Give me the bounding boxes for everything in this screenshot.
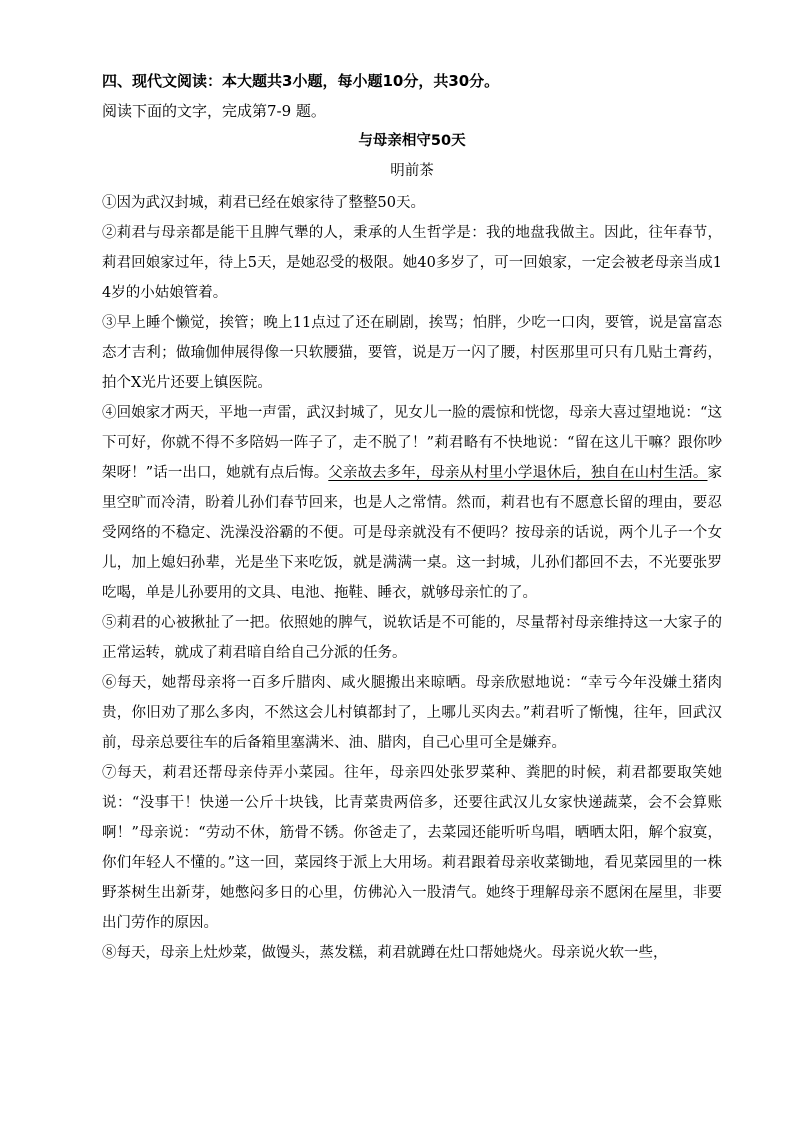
paragraph-5: ⑤莉君的心被揪扯了一把。依照她的脾气，说软话是不可能的，尽量帮衬母亲维持这一大家子的正常运转，就成了莉君暗自给自己分派的任务。 [102, 615, 722, 661]
document-page [102, 70, 722, 968]
article-author: 明前茶 [390, 163, 434, 179]
paragraph-2: ②莉君与母亲都是能干且脾气犟的人，秉承的人生哲学是：我的地盘我做主。因此，往年春节，莉君回娘家过年，待上5天，是她忍受的极限。她40多岁了，可一回娘家，一定会被老母亲当成14岁的小姑娘管着。 [102, 225, 722, 301]
article-title: 与母亲相守50天 [358, 133, 466, 149]
paragraph-8: ⑧每天，母亲上灶炒菜，做馒头，蒸发糕，莉君就蹲在灶口帮她烧火。母亲说火软一些， [102, 945, 668, 961]
reading-instruction: 阅读下面的文字，完成第7-9 题。 [102, 102, 326, 120]
paragraph-1: ①因为武汉封城，莉君已经在娘家待了整整50天。 [102, 195, 425, 211]
paragraph-7: ⑦每天，莉君还帮母亲侍弄小菜园。往年，母亲四处张罗菜种、粪肥的时候，莉君都要取笑她说：“没事干！快递一公斤十块钱，比青菜贵两倍多，还要往武汉儿女家快递蔬菜，会不会算账啊！”母亲说：“劳动不休，筋骨不锈。你爸走了，去菜园还能听听鸟唱，晒晒太阳，解个寂寞，你们年轻人不懂的。”这一回，菜园终于派上大用场。莉君跟着母亲收菜锄地，看见菜园里的一株野茶树生出新芽，她憋闷多日的心里，仿佛沁入一股清气。她终于理解母亲不愿闲在屋里，非要出门劳作的原因。 [102, 765, 722, 931]
paragraph-3: ③早上睡个懒觉，挨管；晚上11点过了还在刷剧，挨骂；怕胖，少吃一口肉，要管，说是富富态态才吉利；做瑜伽伸展得像一只软腰猫，要管，说是万一闪了腰，村医那里可只有几贴土膏药，拍个X光片还要上镇医院。 [102, 315, 722, 391]
paragraph-6: ⑥每天，她帮母亲将一百多斤腊肉、咸火腿搬出来晾晒。母亲欣慰地说：“幸亏今年没嫌土猪肉贵，你旧劝了那么多肉，不然这会儿村镇都封了，上哪儿买肉去。”莉君听了惭愧，往年，回武汉前，母亲总要往车的后备箱里塞满米、油、腊肉，自己心里可全是嫌弃。 [102, 675, 722, 751]
paragraph-4-before: ④回娘家才两天，平地一声雷，武汉封城了，见女儿一脸的震惊和恍惚，母亲大喜过望地说：“这下可好，你就不得不多陪妈一阵子了，走不脱了！”莉君略有不快地说：“留在这儿干嘛？跟你吵架呀！”话一出口，她就有点后悔。 [102, 405, 722, 481]
underlined-sentence: 父亲故去多年，母亲从村里小学退休后，独自在山村生活。 [328, 465, 708, 481]
paragraph-4 [102, 398, 722, 608]
section-heading: 四、现代文阅读：本大题共3小题，每小题10分，共30分。 [102, 72, 500, 90]
paragraph-4-after: 家里空旷而冷清，盼着儿孙们春节回来，也是人之常情。然而，莉君也有不愿意长留的理由，要忍受网络的不稳定、洗澡没浴霸的不便。可是母亲就没有不便吗？按母亲的话说，两个儿子一个女儿，加上媳妇孙辈，光是坐下来吃饭，就是满满一桌。这一封城，儿孙们都回不去，不光要张罗吃喝，单是儿孙要用的文具、电池、拖鞋、睡衣，就够母亲忙的了。 [102, 465, 722, 601]
